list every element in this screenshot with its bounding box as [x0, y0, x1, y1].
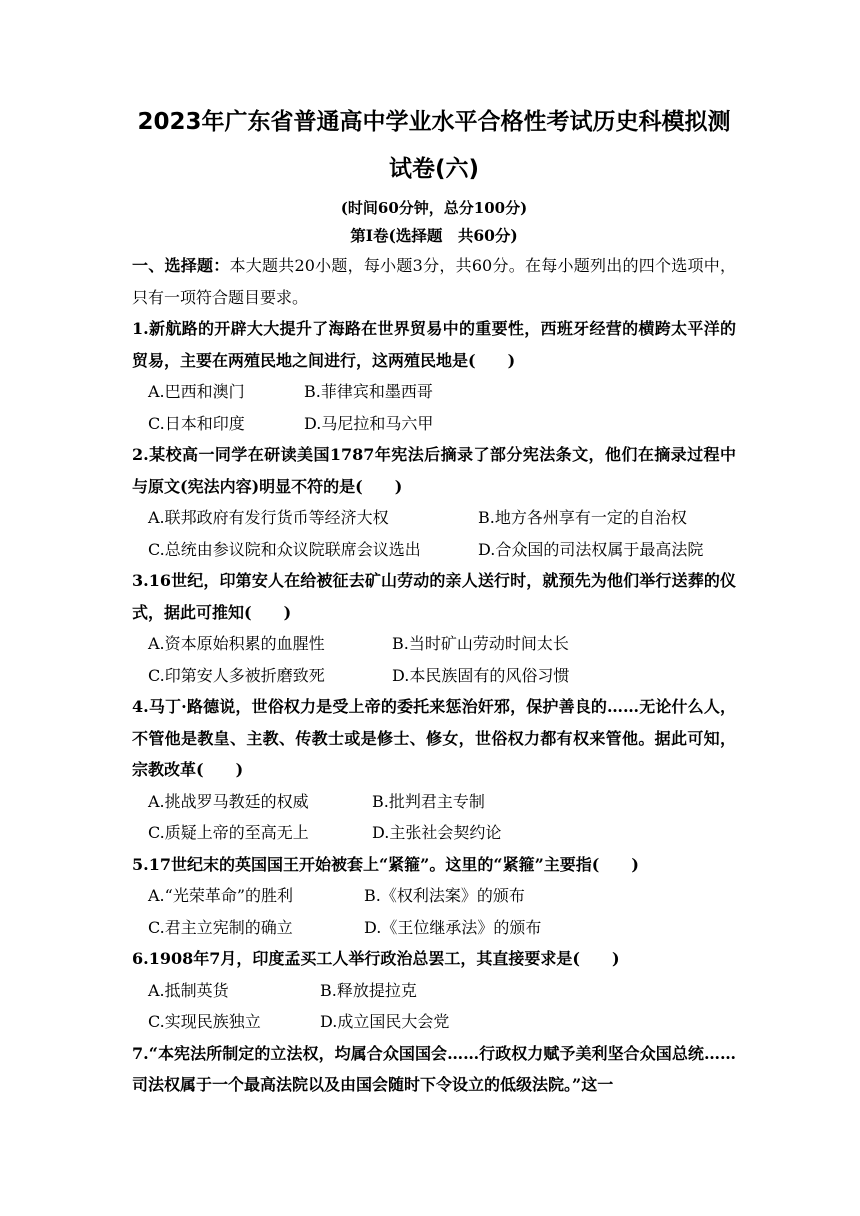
question-6-options-row-1 [132, 975, 736, 1007]
question-2-option-b: B.地方各州享有一定的自治权 [478, 508, 687, 527]
question-2-stem: 2.某校高一同学在研读美国1787年宪法后摘录了部分宪法条文，他们在摘录过程中与原文(宪法内容)明显不符的是( ) [132, 445, 736, 496]
exam-title-line1: 2023年广东省普通高中学业水平合格性考试历史科模拟测 [137, 109, 731, 135]
question-1-option-c: C.日本和印度 [148, 413, 245, 433]
question-5-option-d: D.《王位继承法》的颁布 [364, 917, 542, 937]
question-5-options-row-1 [132, 880, 736, 912]
exam-page [132, 96, 736, 1101]
question-3-option-d: D.本民族固有的风俗习惯 [392, 665, 570, 685]
question-4-option-c: C.质疑上帝的至高无上 [148, 823, 309, 842]
question-1-option-a: A.巴西和澳门 [148, 382, 245, 401]
question-6-option-c: C.实现民族独立 [148, 1012, 261, 1031]
question-5-stem: 5.17世纪末的英国国王开始被套上“紧箍”。这里的“紧箍”主要指( ) [132, 854, 639, 874]
question-3-option-a: A.资本原始积累的血腥性 [148, 634, 325, 653]
question-4-options-row-2 [132, 817, 736, 849]
question-6-option-d: D.成立国民大会党 [320, 1012, 450, 1031]
question-3-options-row-2 [132, 660, 736, 692]
question-4-option-b: B.批判君主专制 [372, 791, 485, 811]
question-1-option-b: B.菲律宾和墨西哥 [304, 382, 433, 401]
instructions-heading: 一、选择题： [132, 256, 230, 275]
question-3-option-b: B.当时矿山劳动时间太长 [392, 634, 569, 653]
section-heading: 第Ⅰ卷(选择题 共60分) [350, 226, 518, 245]
question-2-option-c: C.总统由参议院和众议院联席会议选出 [148, 539, 421, 559]
question-3-stem: 3.16世纪，印第安人在给被征去矿山劳动的亲人送行时，就预先为他们举行送葬的仪式，据此可推知( ) [132, 571, 736, 622]
question-4-stem: 4.马丁·路德说，世俗权力是受上帝的委托来惩治奸邪，保护善良的……无论什么人，不管他是教皇、主教、传教士或是修士、修女，世俗权力都有权来管他。据此可知，宗教改革( ) [132, 697, 736, 779]
question-6-option-a: A.抵制英货 [148, 980, 229, 1000]
question-7-stem: 7.“本宪法所制定的立法权，均属合众国国会……行政权力赋予美利坚合众国总统……司法权属于一个最高法院以及由国会随时下令设立的低级法院。”这一 [132, 1043, 736, 1094]
question-6-options-row-2 [132, 1006, 736, 1038]
question-4-option-a: A.挑战罗马教廷的权威 [148, 791, 309, 811]
question-4-options-row-1 [132, 786, 736, 818]
instructions [132, 250, 736, 313]
question-2-option-d: D.合众国的司法权属于最高法院 [478, 539, 704, 559]
question-5-option-c: C.君主立宪制的确立 [148, 917, 293, 937]
question-3-options-row-1 [132, 628, 736, 660]
question-3-option-c: C.印第安人多被折磨致死 [148, 665, 325, 685]
question-1-option-d: D.马尼拉和马六甲 [304, 413, 434, 433]
question-2-options-row-2 [132, 534, 736, 566]
question-5-option-a: A.“光荣革命”的胜利 [148, 886, 294, 905]
question-1-options-row-2 [132, 408, 736, 440]
question-5-options-row-2 [132, 912, 736, 944]
question-2-option-a: A.联邦政府有发行货币等经济大权 [148, 508, 389, 527]
exam-time-info: (时间60分钟，总分100分) [340, 199, 528, 217]
exam-title-line2: 试卷(六) [388, 156, 480, 182]
question-5-option-b: B.《权利法案》的颁布 [364, 886, 525, 905]
question-6-stem: 6.1908年7月，印度孟买工人举行政治总罢工，其直接要求是( ) [132, 949, 620, 968]
question-1-options-row-1 [132, 376, 736, 408]
question-6-option-b: B.释放提拉克 [320, 980, 417, 1000]
instructions-text: 本大题共20小题，每小题3分，共60分。在每小题列出的四个选项中，只有一项符合题目要求。 [132, 256, 736, 307]
question-2-options-row-1 [132, 502, 736, 534]
question-1-stem: 1.新航路的开辟大大提升了海路在世界贸易中的重要性，西班牙经营的横跨太平洋的贸易，主要在两殖民地之间进行，这两殖民地是( ) [132, 319, 736, 370]
question-4-option-d: D.主张社会契约论 [372, 823, 502, 842]
